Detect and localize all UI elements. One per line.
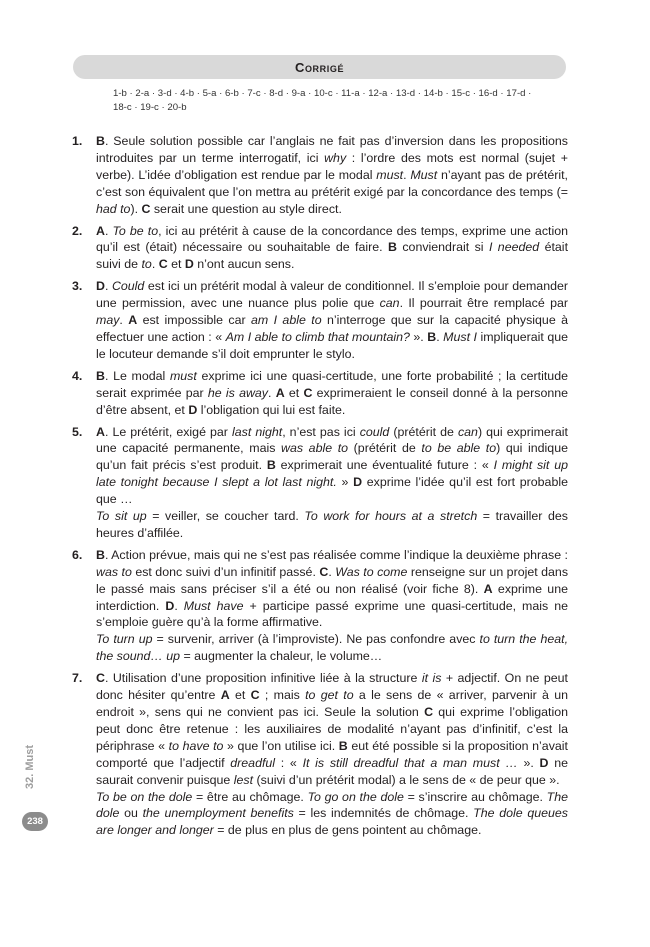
text-segment: .	[436, 329, 444, 344]
answer-item	[72, 547, 568, 665]
english-phrase: must	[169, 368, 197, 383]
text-segment: exprimerait une éventualité future : «	[275, 458, 494, 473]
option-letter: B	[96, 547, 105, 562]
text-segment: qui exprime l’obligation peut donc être retenue : les auxiliaires de modalité n’ayant pas d’infinitif, c’est la périphrase «	[96, 705, 568, 753]
text-segment: . Utilisation d’une proposition infinitive liée à la structure	[104, 671, 422, 686]
english-phrase: could	[359, 424, 390, 439]
chapter-side-label	[20, 732, 40, 802]
answer-body	[96, 547, 568, 665]
chapter-label-text: 32. Must	[24, 744, 37, 790]
option-letter: C	[141, 201, 151, 216]
text-segment: impliquerait que le locuteur demande s’il doit emprunter le stylo.	[96, 329, 569, 361]
answer-paragraph	[96, 368, 568, 419]
english-phrase: must	[376, 167, 404, 182]
english-phrase: To be to	[112, 223, 159, 238]
answer-paragraph	[96, 133, 568, 218]
option-letter: D	[539, 755, 549, 770]
text-segment: .	[403, 167, 411, 182]
text-segment: est ici un prétérit modal à valeur de conditionnel. Il s’emploie pour demander une permission, avec une nuance plus polie que	[96, 279, 568, 311]
english-phrase: it is	[421, 671, 442, 686]
text-segment: = travailler des heures d’affilée.	[96, 509, 568, 540]
english-phrase: Must	[410, 167, 438, 182]
text-segment: (prétérit de	[389, 424, 458, 439]
text-segment: = de plus en plus de gens pointent au chômage.	[213, 823, 482, 838]
english-phrase: to turn the heat, the sound… up	[96, 632, 569, 664]
option-letter: D	[96, 279, 105, 294]
text-segment: .	[104, 279, 112, 294]
answer-body	[96, 278, 568, 363]
text-segment: eut été possible si la proposition n’avait comporté que l’adjectif	[96, 738, 568, 770]
text-segment: exprime l’idée qu’il est fort probable que …	[96, 475, 568, 507]
text-segment: + participe passé exprime une quasi-certitude, mais ne s’emploie guère qu’à la forme affirmative.	[96, 598, 568, 630]
option-letter: C	[424, 705, 434, 719]
answer-item	[72, 223, 568, 274]
option-letter: A	[96, 223, 105, 238]
text-segment: .	[104, 223, 113, 238]
section-title: Corrigé	[294, 59, 345, 75]
answer-paragraph	[96, 547, 568, 632]
answer-body	[96, 424, 568, 542]
text-segment: : l’ordre des mots est normal (sujet + verbe). L’idée d’obligation est rendue par le modal	[96, 150, 568, 182]
text-segment: ».	[517, 755, 540, 770]
text-segment: a le sens de « arriver, parvenir à un endroit », sens qui ne convient pas ici. Seule la solution	[96, 688, 569, 719]
text-segment: .	[119, 313, 129, 328]
option-letter: A	[96, 424, 105, 439]
text-segment: = veiller, se coucher tard.	[146, 509, 305, 524]
text-segment: .	[268, 385, 276, 400]
text-segment: ou	[119, 806, 143, 821]
answer-paragraph	[96, 670, 568, 788]
english-phrase: can	[457, 424, 478, 439]
text-segment: + adjectif. On ne peut donc hésiter qu’entre	[96, 671, 568, 703]
option-letter: B	[338, 738, 348, 753]
text-segment: . Action prévue, mais qui ne s’est pas réalisée comme l’indique la deuxième phrase :	[104, 547, 568, 562]
text-segment: serait une question au style direct.	[150, 201, 342, 216]
page-number: 238	[27, 816, 43, 827]
text-segment: renseigne sur un projet dans le passé mais sans préciser s’il a été ou non réalisé (voir fiche 8).	[96, 564, 569, 596]
answers-list	[72, 133, 568, 844]
text-segment: .	[328, 564, 336, 579]
english-phrase: To go on the dole	[307, 789, 404, 804]
option-letter: A	[128, 313, 138, 328]
answer-item	[72, 368, 568, 419]
option-letter: C	[96, 671, 105, 686]
text-segment: . Il pourrait être remplacé par	[399, 296, 568, 311]
text-segment: » que l’on utilise ici.	[223, 738, 339, 753]
answer-key: 1-b · 2-a · 3-d · 4-b · 5-a · 6-b · 7-c · 8-d · 9-a · 10-c · 11-a · 12-a · 13-d · 14-b · 15-c · 16-d · 17-d · 18-c · 19-c · 20-b	[113, 88, 532, 113]
text-segment: n’ont aucun sens.	[193, 257, 295, 272]
english-phrase: To work for hours at a stretch	[304, 509, 478, 524]
answer-number: 6.	[72, 547, 83, 562]
answer-number: 7.	[72, 671, 83, 686]
answer-number: 3.	[72, 279, 83, 294]
option-letter: C	[158, 257, 168, 272]
text-segment: . Le modal	[104, 368, 170, 383]
text-segment: = les indemnités de chômage.	[293, 806, 474, 821]
text-segment: = être au chômage.	[192, 789, 308, 804]
option-letter: C	[250, 688, 260, 703]
english-phrase: was to	[96, 564, 132, 579]
option-letter: A	[483, 581, 493, 596]
english-phrase: I might sit up late tonight because I slept a lot last night.	[96, 458, 568, 490]
english-phrase: To turn up	[96, 632, 153, 647]
answer-paragraph	[96, 424, 568, 509]
option-letter: D	[165, 598, 175, 613]
answer-paragraph	[96, 223, 568, 274]
answer-body	[96, 670, 568, 839]
english-phrase: To sit up	[96, 509, 147, 524]
text-segment: , ici au prétérit à cause de la concordance des temps, exprime une action qu’il est (était) nécessaire ou souhaitable de faire.	[96, 223, 568, 255]
english-phrase: dreadful	[230, 755, 276, 770]
english-phrase: lest	[233, 772, 254, 787]
answer-number: 1.	[72, 134, 83, 148]
option-letter: C	[303, 385, 313, 400]
answer-body	[96, 133, 568, 218]
option-letter: D	[184, 257, 194, 272]
text-segment: et	[167, 257, 185, 272]
answer-number: 2.	[72, 223, 83, 238]
text-segment: conviendrait si	[396, 240, 489, 255]
answer-item	[72, 278, 568, 363]
answer-item	[72, 424, 568, 542]
text-segment: = augmenter la chaleur, le volume…	[180, 649, 383, 664]
text-segment: l’obligation qui lui est faite.	[197, 402, 346, 417]
text-segment: et	[229, 688, 251, 703]
answer-paragraph	[96, 508, 568, 542]
text-segment: n’interroge que sur la capacité physique à effectuer une action : «	[96, 313, 568, 344]
text-segment: est impossible car	[137, 313, 252, 328]
answer-item	[72, 670, 568, 839]
text-segment: exprime une interdiction.	[96, 581, 568, 613]
text-segment: = s’inscrire au chômage.	[403, 789, 547, 804]
text-segment: (suivi d’un prétérit modal) a le sens de « de peur que ».	[253, 772, 560, 787]
text-segment: ; mais	[259, 688, 306, 703]
page-number-badge	[22, 812, 48, 831]
option-letter: D	[188, 402, 198, 417]
text-segment: : «	[275, 755, 303, 770]
answer-item	[72, 133, 568, 218]
english-phrase: am I able to	[251, 313, 322, 328]
answer-number: 4.	[72, 368, 83, 383]
text-segment: ) qui exprimerait une capacité permanente, mais	[96, 424, 568, 456]
text-segment: et	[284, 385, 304, 400]
english-phrase: The dole	[96, 789, 569, 821]
option-letter: B	[387, 240, 397, 255]
english-phrase: to be able to	[421, 441, 497, 456]
english-phrase: can	[379, 296, 400, 311]
english-phrase: may	[96, 313, 120, 328]
english-phrase: To be on the dole	[96, 789, 193, 804]
english-phrase: Must I	[443, 329, 477, 344]
answer-paragraph	[96, 278, 568, 363]
english-phrase: last night	[231, 424, 283, 439]
english-phrase: the unemployment benefits	[142, 806, 294, 821]
answer-paragraph	[96, 789, 568, 840]
option-letter: B	[96, 368, 105, 383]
section-banner	[73, 55, 566, 79]
english-phrase: had to	[96, 201, 131, 216]
option-letter: D	[353, 475, 363, 490]
text-segment: était suivi de	[96, 240, 569, 272]
english-phrase: he is away	[207, 385, 269, 400]
english-phrase: why	[324, 150, 347, 165]
english-phrase: Am I able to climb that mountain?	[225, 329, 410, 344]
text-segment: .	[174, 598, 184, 613]
text-segment: est donc suivi d’un infinitif passé.	[131, 564, 320, 579]
text-segment: »	[336, 475, 354, 490]
text-segment: .	[151, 257, 159, 272]
text-segment: ».	[409, 329, 428, 344]
answer-number: 5.	[72, 424, 83, 439]
text-segment: ) qui indique qu’un fait précis s’est produit.	[96, 441, 568, 473]
answer-body	[96, 223, 568, 274]
english-phrase: It is still dreadful that a man must …	[302, 755, 518, 770]
text-segment: . Le prétérit, exigé par	[104, 424, 232, 439]
english-phrase: to get to	[305, 688, 354, 703]
text-segment: , n’est pas ici	[282, 424, 360, 439]
english-phrase: Could	[111, 279, 145, 294]
text-segment: . Seule solution possible car l’anglais ne fait pas d’inversion dans les propositions introduites par un terme interrogatif, ici	[96, 134, 568, 165]
text-segment: ne saurait convenir puisque	[96, 755, 569, 787]
option-letter: B	[427, 329, 437, 344]
text-segment: exprime ici une quasi-certitude, une forte probabilité ; la certitude serait exprimée par	[96, 368, 568, 400]
english-phrase: to	[141, 257, 152, 272]
english-phrase: Must have	[183, 598, 244, 613]
english-phrase: was able to	[281, 441, 349, 456]
english-phrase: to have to	[168, 738, 224, 753]
english-phrase: The dole queues are longer and longer	[96, 806, 568, 838]
text-segment: n’ayant pas de prétérit, c’est son équivalent que l’on mettra au prétérit exigé par la concordance des temps (=	[96, 167, 569, 199]
option-letter: B	[266, 458, 276, 473]
english-phrase: I needed	[488, 240, 540, 255]
option-letter: C	[319, 564, 329, 579]
answer-body	[96, 368, 568, 419]
option-letter: A	[275, 385, 285, 400]
text-segment: exprimeraient le conseil donné à la personne d’être absent, et	[96, 385, 569, 417]
option-letter: A	[220, 688, 230, 703]
text-segment: = survenir, arriver (à l’improviste). Ne pas confondre avec	[152, 632, 480, 647]
text-segment: (prétérit de	[348, 441, 422, 456]
option-letter: B	[96, 134, 105, 148]
text-segment: ).	[130, 201, 142, 216]
answer-paragraph	[96, 631, 568, 665]
english-phrase: Was to come	[335, 564, 408, 579]
